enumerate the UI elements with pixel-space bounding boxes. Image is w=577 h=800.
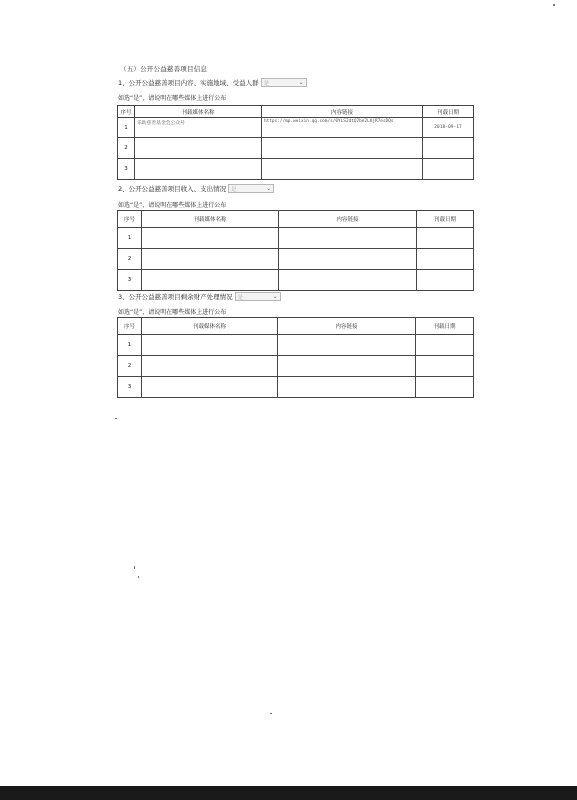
cell-no: 2 xyxy=(118,356,142,377)
cell-media[interactable] xyxy=(142,249,279,270)
cell-date[interactable] xyxy=(416,356,474,377)
cell-date[interactable] xyxy=(417,228,474,249)
chevron-down-icon: ⌄ xyxy=(266,184,272,192)
cell-media[interactable] xyxy=(142,228,279,249)
cell-date[interactable] xyxy=(417,270,474,291)
cell-link[interactable] xyxy=(279,270,417,291)
cell-media[interactable] xyxy=(135,138,262,159)
cell-no: 1 xyxy=(118,118,135,138)
table-row xyxy=(118,228,474,249)
question-1-select[interactable] xyxy=(261,78,307,87)
cell-link[interactable]: https://mp.weixin.qq.com/s/0YLS2dtQ7be2LKjR7esDQs xyxy=(262,118,423,138)
question-2-select-value: 是 xyxy=(231,186,237,193)
header-date: 刊载日期 xyxy=(417,211,474,228)
scan-speck xyxy=(115,418,117,419)
cell-link[interactable] xyxy=(278,377,416,398)
cell-link[interactable] xyxy=(279,228,417,249)
media-table-3 xyxy=(117,317,474,398)
cell-link[interactable] xyxy=(279,249,417,270)
scan-speck xyxy=(270,713,272,714)
question-3-select-value: 是 xyxy=(237,294,244,301)
cell-date[interactable] xyxy=(423,159,474,180)
table-header-row xyxy=(118,211,474,228)
chevron-down-icon: ⌄ xyxy=(298,78,304,86)
cell-no: 3 xyxy=(118,377,142,398)
header-media: 刊载媒体名称 xyxy=(142,211,279,228)
cell-no: 2 xyxy=(118,249,142,270)
cell-no: 3 xyxy=(118,159,135,180)
section-title: （五）公开公益慈善项目信息 xyxy=(120,65,208,73)
cell-no: 1 xyxy=(118,228,142,249)
table-row xyxy=(118,159,474,180)
cell-date[interactable] xyxy=(416,377,474,398)
header-link: 内容链接 xyxy=(278,318,416,335)
cell-date[interactable]: 2018-09-17 xyxy=(423,118,474,138)
cell-media[interactable] xyxy=(142,270,279,291)
question-2-note: 如选“是”，请说明在哪些媒体上进行公布 xyxy=(118,202,227,209)
table-header-row xyxy=(118,106,474,118)
cell-date[interactable] xyxy=(416,335,474,356)
table-row xyxy=(118,270,474,291)
cell-date[interactable] xyxy=(417,249,474,270)
scan-speck xyxy=(553,4,555,6)
cell-media[interactable] xyxy=(142,377,278,398)
scan-speck xyxy=(138,576,139,578)
cell-link[interactable] xyxy=(262,138,423,159)
cell-no: 3 xyxy=(118,270,142,291)
scan-speck xyxy=(134,566,135,569)
question-1-label: 1、公开公益慈善项目内容、实施地域、受益人群 xyxy=(118,79,259,87)
cell-link[interactable] xyxy=(278,356,416,377)
table-row xyxy=(118,138,474,159)
header-no: 序号 xyxy=(118,318,142,335)
cell-media[interactable] xyxy=(142,335,278,356)
table-row xyxy=(118,356,474,377)
cell-media[interactable] xyxy=(142,356,278,377)
cell-link[interactable] xyxy=(262,159,423,180)
table-row xyxy=(118,377,474,398)
header-media: 刊载媒体名称 xyxy=(142,318,278,335)
chevron-down-icon: ⌄ xyxy=(272,292,278,300)
question-3-label: 3、公开公益慈善项目剩余财产处理情况 xyxy=(118,293,233,301)
media-table-1 xyxy=(117,105,474,180)
header-link: 内容链接 xyxy=(279,211,417,228)
cell-date[interactable] xyxy=(423,138,474,159)
table-row xyxy=(118,118,474,138)
media-table-2 xyxy=(117,210,474,291)
header-media: 刊载媒体名称 xyxy=(135,106,262,118)
question-1 xyxy=(118,78,307,87)
cell-no: 1 xyxy=(118,335,142,356)
cell-media[interactable] xyxy=(135,159,262,180)
question-2 xyxy=(118,184,274,193)
table-row xyxy=(118,249,474,270)
question-1-select-value: 是 xyxy=(263,80,270,87)
question-1-note: 如选“是”，请说明在哪些媒体上进行公布 xyxy=(118,95,227,102)
cell-link[interactable] xyxy=(278,335,416,356)
question-2-label: 2、公开公益慈善项目收入、支出情况 xyxy=(118,185,227,193)
question-2-select[interactable] xyxy=(228,184,274,193)
header-link: 内容链接 xyxy=(262,106,423,118)
table-row xyxy=(118,335,474,356)
header-date: 刊载日期 xyxy=(416,318,474,335)
scan-bottom-edge xyxy=(0,786,577,800)
cell-no: 2 xyxy=(118,138,135,159)
table-header-row xyxy=(118,318,474,335)
question-3 xyxy=(118,292,281,301)
cell-media[interactable]: 乐助慈善基金会公众号 xyxy=(135,118,262,138)
question-3-note: 如选“是”，请说明在哪些媒体上进行公布 xyxy=(118,309,227,316)
header-no: 序号 xyxy=(118,211,142,228)
header-date: 刊载日期 xyxy=(423,106,474,118)
header-no: 序号 xyxy=(118,106,135,118)
question-3-select[interactable] xyxy=(235,292,281,301)
